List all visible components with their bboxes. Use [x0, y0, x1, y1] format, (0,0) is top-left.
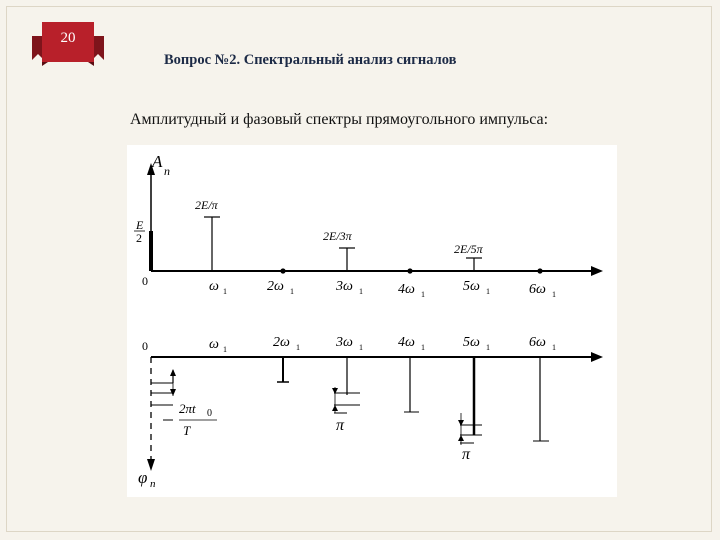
svg-text:1: 1: [552, 290, 556, 299]
phase-axis-sub: n: [150, 478, 156, 490]
slide-title: Вопрос №2. Спектральный анализ сигналов: [164, 52, 457, 68]
svg-text:1: 1: [223, 345, 227, 354]
pi-label-3: π: [336, 417, 345, 434]
spectrum-diagram: [127, 145, 617, 497]
phase-t0-numerator: 2πt: [179, 401, 196, 416]
half-E-denominator: 2: [136, 231, 142, 245]
pi-label-5: π: [462, 446, 471, 463]
freq-top-6: 6ω: [529, 282, 546, 297]
freq-bottom-5: 5ω: [463, 335, 480, 350]
amplitude-origin: 0: [142, 274, 148, 288]
svg-text:1: 1: [359, 287, 363, 296]
freq-top-4: 4ω: [398, 282, 415, 297]
phase-origin: 0: [142, 339, 148, 353]
freq-bottom-3: 3ω: [336, 335, 353, 350]
amplitude-axis-sub: n: [164, 164, 170, 178]
freq-bottom-1: ω: [209, 337, 219, 352]
freq-top-3: 3ω: [336, 279, 353, 294]
freq-top-5: 5ω: [463, 279, 480, 294]
half-E-numerator: E: [136, 218, 144, 232]
phase-axis-label: φ: [138, 468, 148, 487]
svg-text:1: 1: [296, 343, 300, 352]
phase-t0-denominator: T: [183, 423, 191, 438]
amp-label-1: 2E/π: [195, 198, 218, 212]
phase-y-arrow: [147, 459, 155, 471]
svg-text:1: 1: [223, 287, 227, 296]
amplitude-x-arrow: [591, 266, 603, 276]
phase-x-arrow: [591, 352, 603, 362]
svg-text:1: 1: [486, 343, 490, 352]
freq-bottom-4: 4ω: [398, 335, 415, 350]
svg-text:1: 1: [486, 287, 490, 296]
svg-text:1: 1: [359, 343, 363, 352]
svg-text:1: 1: [552, 343, 556, 352]
freq-bottom-2: 2ω: [273, 335, 290, 350]
amplitude-axis-label: A: [152, 152, 163, 171]
svg-text:1: 1: [421, 343, 425, 352]
svg-text:1: 1: [290, 287, 294, 296]
freq-bottom-6: 6ω: [529, 335, 546, 350]
amplitude-dot-2: [280, 268, 285, 273]
amplitude-dot-4: [407, 268, 412, 273]
svg-text:0: 0: [207, 408, 212, 419]
amplitude-dot-6: [537, 268, 542, 273]
svg-text:1: 1: [421, 290, 425, 299]
freq-top-2: 2ω: [267, 279, 284, 294]
amp-label-3: 2E/3π: [323, 229, 352, 243]
slide-number: 20: [60, 30, 76, 46]
amp-label-5: 2E/5π: [454, 242, 483, 256]
spectrum-figure: [127, 145, 617, 497]
freq-top-1: ω: [209, 279, 219, 294]
slide-subtitle: Амплитудный и фазовый спектры прямоугольного импульса:: [130, 111, 549, 128]
